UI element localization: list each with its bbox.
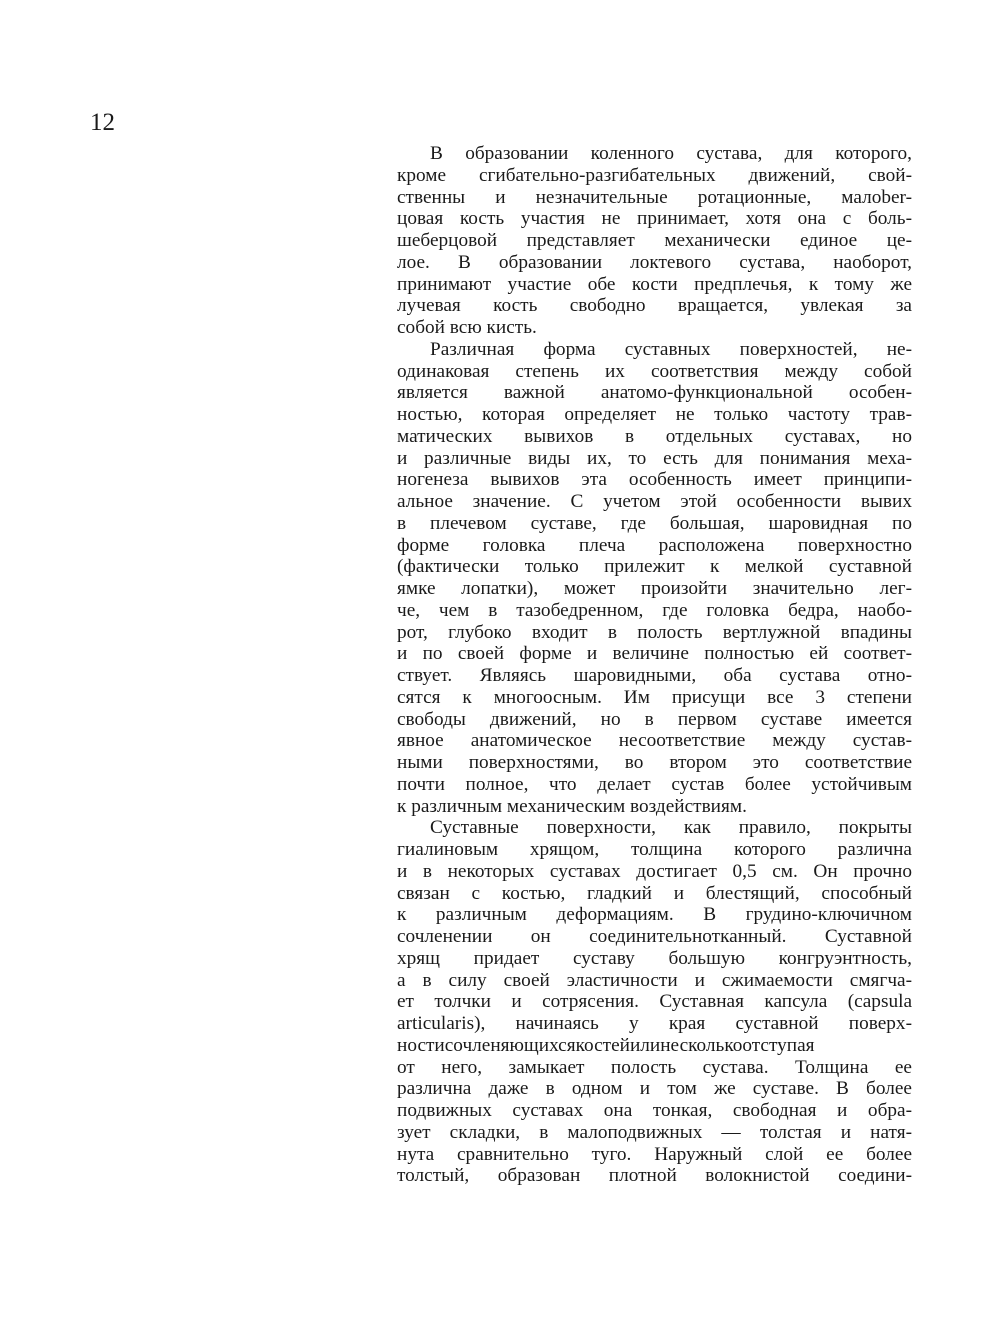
text-line: лучевая кость свободно вращается, увлекая за: [397, 295, 912, 317]
text-line: подвижных суставах она тонкая, свободная и обра-: [397, 1100, 912, 1121]
text-line: гиалиновым хрящом, толщина которого различна: [397, 839, 912, 860]
paragraph-knee-joint: [397, 143, 912, 339]
text-line: а в силу своей эластичности и сжимаемости смягча-: [397, 969, 912, 991]
text-line: ногенеза вывихов эта особенность имеет принципи-: [397, 469, 912, 491]
text-line: и различные виды их, то есть для понимания меха-: [397, 447, 912, 469]
text-line: явное анатомическое несоответствие между сустав-: [397, 730, 912, 752]
text-line: че, чем в тазобедренном, где головка бедра, наобо-: [397, 599, 912, 621]
text-line: кроме сгибательно-разгибательных движений, свой-: [397, 164, 912, 186]
text-line: зует складки, в малоподвижных — толстая и натя-: [397, 1121, 912, 1143]
text-line: (фактически только прилежит к мелкой суставной: [397, 556, 912, 578]
text-line: различна даже в одном и том же суставе. В более: [397, 1078, 912, 1100]
text-line: толстый, образован плотной волокнистой соедини-: [397, 1165, 912, 1187]
text-line: Суставные поверхности, как правило, покрыты: [430, 817, 912, 839]
text-line: хрящ придает суставу большую конгруэнтность,: [397, 947, 912, 969]
text-line: Различная форма суставных поверхностей, не-: [430, 338, 912, 360]
text-line: articularis), начинаясь у края суставной поверх-: [397, 1013, 912, 1034]
text-line: и в некоторых суставах достигает 0,5 см. Он прочно: [397, 860, 912, 882]
text-line: ными поверхностями, во втором это соответствие: [397, 752, 912, 773]
text-line: почти полное, что делает сустав более устойчивым: [397, 773, 912, 795]
text-line: ет толчки и сотрясения. Суставная капсула (capsula: [397, 991, 912, 1013]
text-line: ственны и незначительные ротационные, малober-: [397, 186, 912, 208]
text-line: сочленении он соединительнотканный. Суставной: [397, 926, 912, 947]
text-line: альное значение. С учетом этой особенности вывих: [397, 491, 912, 512]
text-line: в плечевом суставе, где большая, шаровидная по: [397, 512, 912, 534]
text-line: форме головка плеча расположена поверхностно: [397, 534, 912, 556]
text-line: ствует. Являясь шаровидными, оба сустава отно-: [397, 665, 912, 686]
text-line: ямке лопатки), может произойти значительно лег-: [397, 578, 912, 599]
body-text: [397, 143, 912, 1187]
text-line: одинаковая степень их соответствия между собой: [397, 360, 912, 382]
text-line: В образовании коленного сустава, для которого,: [430, 143, 912, 164]
text-line: рот, глубоко входит в полость вертлужной впадины: [397, 621, 912, 643]
text-line: лое. В образовании локтевого сустава, наоборот,: [397, 251, 912, 273]
text-line: ностисочленяющихсякостейилинесколькоотступая: [397, 1034, 815, 1056]
text-line: к различным механическим воздействиям.: [397, 795, 747, 817]
text-line: к различным деформациям. В грудино-ключичном: [397, 904, 912, 926]
text-line: является важной анатомо-функциональной особен-: [397, 382, 912, 404]
paragraph-cartilage-capsule: [397, 817, 912, 1187]
text-line: и по своей форме и величине полностью ей соответ-: [397, 643, 912, 665]
text-line: принимают участие обе кости предплечья, к тому же: [397, 273, 912, 295]
page-number: 12: [90, 109, 115, 136]
text-line: нута сравнительно туго. Наружный слой ее более: [397, 1143, 912, 1165]
text-line: сятся к многоосным. Им присущи все 3 степени: [397, 686, 912, 708]
paragraph-joint-surfaces-form: [397, 339, 912, 818]
text-line: собой всю кисть.: [397, 317, 537, 338]
text-line: шеберцовой представляет механически единое це-: [397, 230, 912, 251]
text-line: связан с костью, гладкий и блестящий, способный: [397, 882, 912, 904]
text-line: матических вывихов в отдельных суставах, но: [397, 425, 912, 447]
text-line: от него, замыкает полость сустава. Толщина ее: [397, 1056, 912, 1078]
text-line: свободы движений, но в первом суставе имеется: [397, 708, 912, 730]
text-line: ностью, которая определяет не только частоту трав-: [397, 404, 912, 425]
text-line: цовая кость участия не принимает, хотя она с боль-: [397, 208, 912, 230]
